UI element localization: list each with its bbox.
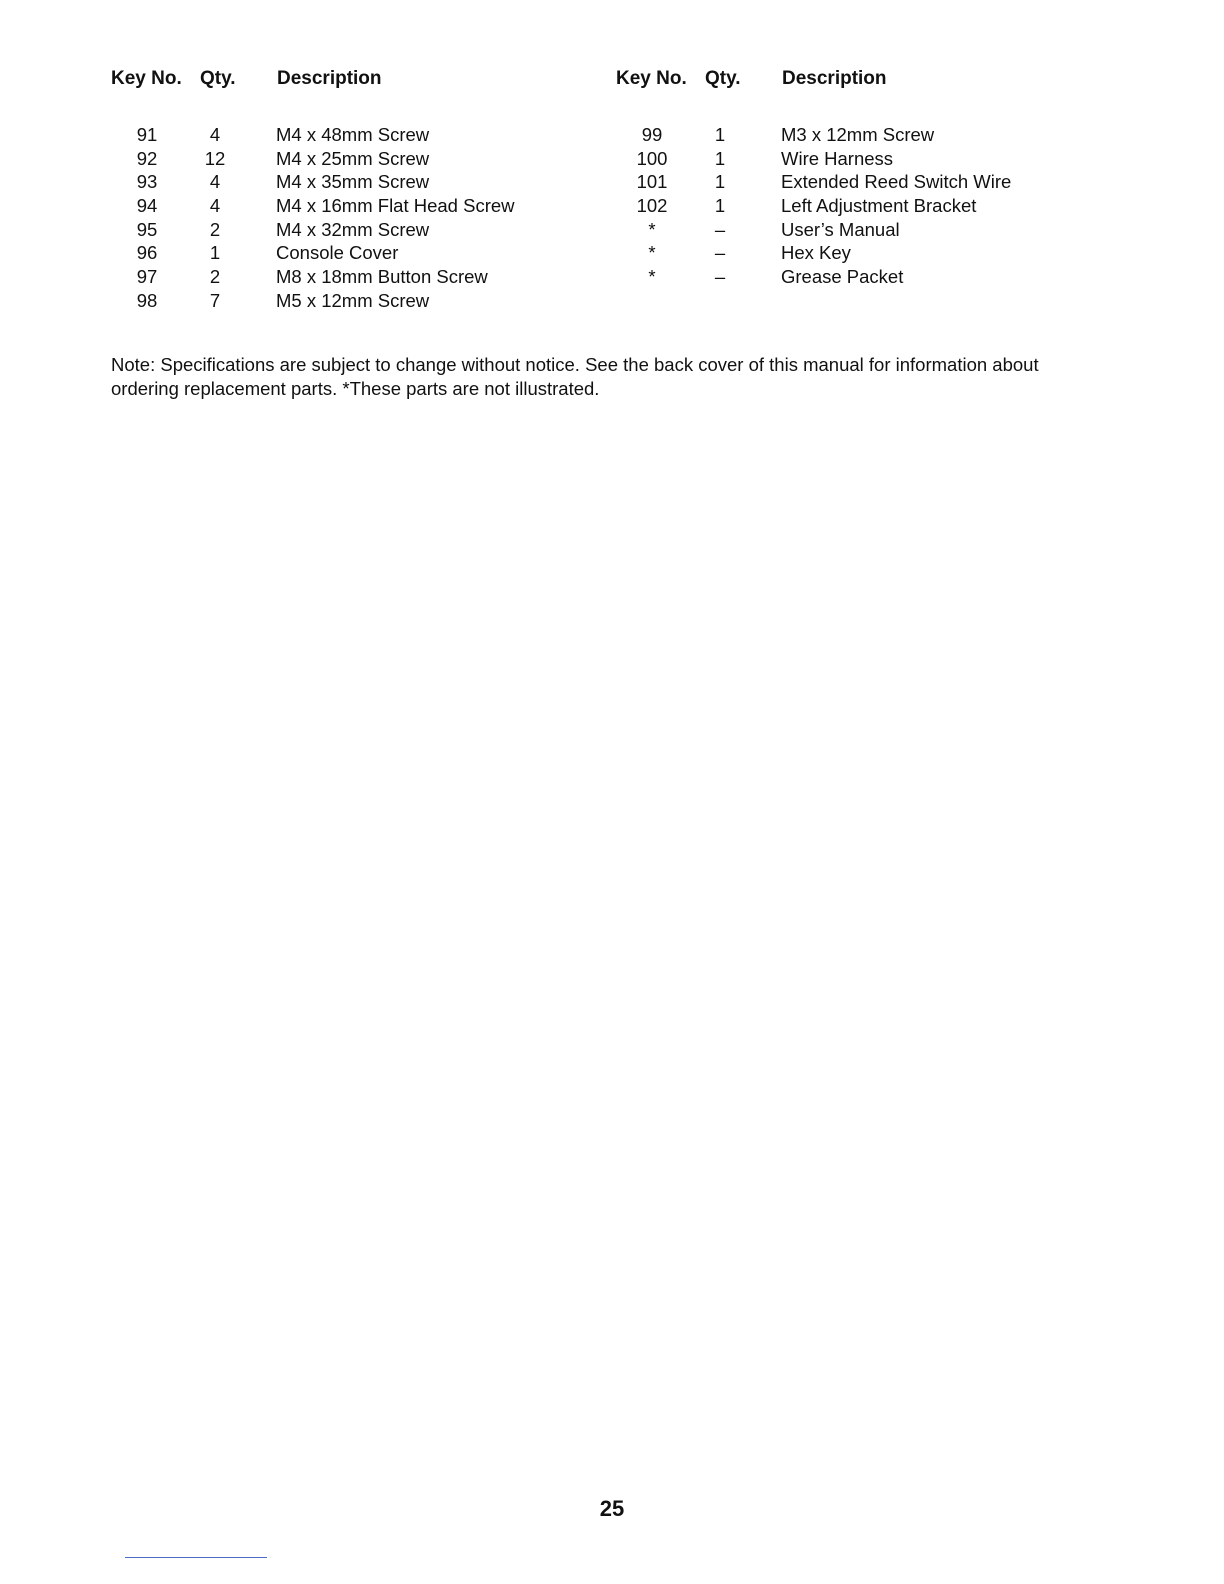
parts-list-header — [111, 68, 581, 96]
qty: 1 — [209, 242, 221, 264]
parts-row — [616, 265, 1086, 289]
description: Wire Harness — [781, 147, 894, 169]
key-no: 92 — [136, 147, 158, 169]
qty: 4 — [209, 124, 221, 145]
qty: 12 — [204, 147, 226, 169]
description: M4 x 48mm Screw — [276, 124, 430, 145]
key-no: 94 — [136, 195, 158, 217]
parts-rows — [616, 123, 1086, 289]
qty: 7 — [209, 289, 221, 311]
parts-row — [111, 194, 581, 218]
key-no: 98 — [136, 289, 158, 311]
key-no: 100 — [636, 147, 668, 169]
key-no: 95 — [136, 218, 158, 240]
qty: – — [714, 242, 726, 264]
description: Left Adjustment Bracket — [781, 195, 977, 217]
parts-row — [111, 123, 581, 147]
qty: 1 — [714, 171, 726, 193]
parts-row — [111, 265, 581, 289]
qty: 2 — [209, 218, 221, 240]
parts-row — [616, 123, 1086, 147]
key-no: * — [648, 266, 656, 288]
qty: 2 — [209, 266, 221, 288]
description: M4 x 32mm Screw — [276, 218, 430, 240]
parts-row — [111, 147, 581, 171]
parts-row — [111, 170, 581, 194]
description: M4 x 16mm Flat Head Screw — [276, 195, 515, 217]
header-key-no: Key No. — [111, 68, 182, 89]
description: M8 x 18mm Button Screw — [276, 266, 488, 288]
parts-row — [111, 241, 581, 265]
description: M5 x 12mm Screw — [276, 289, 430, 311]
header-description: Description — [782, 68, 887, 89]
description: M3 x 12mm Screw — [781, 124, 935, 145]
parts-list-header — [616, 68, 1086, 96]
description: Hex Key — [781, 242, 851, 264]
parts-row — [616, 194, 1086, 218]
key-no: * — [648, 242, 656, 264]
header-qty: Qty. — [200, 68, 236, 89]
page-number: 25 — [599, 1496, 625, 1521]
footer-rule — [125, 1557, 267, 1558]
qty: 4 — [209, 171, 221, 193]
qty: 4 — [209, 195, 221, 217]
parts-row — [616, 241, 1086, 265]
parts-row — [111, 218, 581, 242]
description: M4 x 35mm Screw — [276, 171, 430, 193]
key-no: 96 — [136, 242, 158, 264]
key-no: 102 — [636, 195, 668, 217]
key-no: 101 — [636, 171, 668, 193]
qty: 1 — [714, 124, 726, 145]
key-no: 93 — [136, 171, 158, 193]
key-no: 91 — [136, 124, 158, 145]
description: User’s Manual — [781, 218, 900, 240]
description: Extended Reed Switch Wire — [781, 171, 1012, 193]
header-key-no: Key No. — [616, 68, 687, 89]
specifications-note: Note: Specifications are subject to change without notice. See the back cover of this manual for information about ordering replacement parts. *These parts are not illustrated. — [111, 353, 1039, 399]
parts-row — [111, 289, 581, 313]
qty: – — [714, 218, 726, 240]
parts-list-right — [616, 68, 1086, 288]
qty: – — [714, 266, 726, 288]
parts-rows — [111, 123, 581, 313]
header-description: Description — [277, 68, 382, 89]
key-no: * — [648, 218, 656, 240]
header-qty: Qty. — [705, 68, 741, 89]
parts-row — [616, 170, 1086, 194]
description: Console Cover — [276, 242, 399, 264]
description: Grease Packet — [781, 266, 904, 288]
parts-row — [616, 218, 1086, 242]
parts-row — [616, 147, 1086, 171]
key-no: 97 — [136, 266, 158, 288]
qty: 1 — [714, 147, 726, 169]
qty: 1 — [714, 195, 726, 217]
key-no: 99 — [641, 124, 663, 145]
parts-list-left — [111, 68, 581, 311]
description: M4 x 25mm Screw — [276, 147, 430, 169]
